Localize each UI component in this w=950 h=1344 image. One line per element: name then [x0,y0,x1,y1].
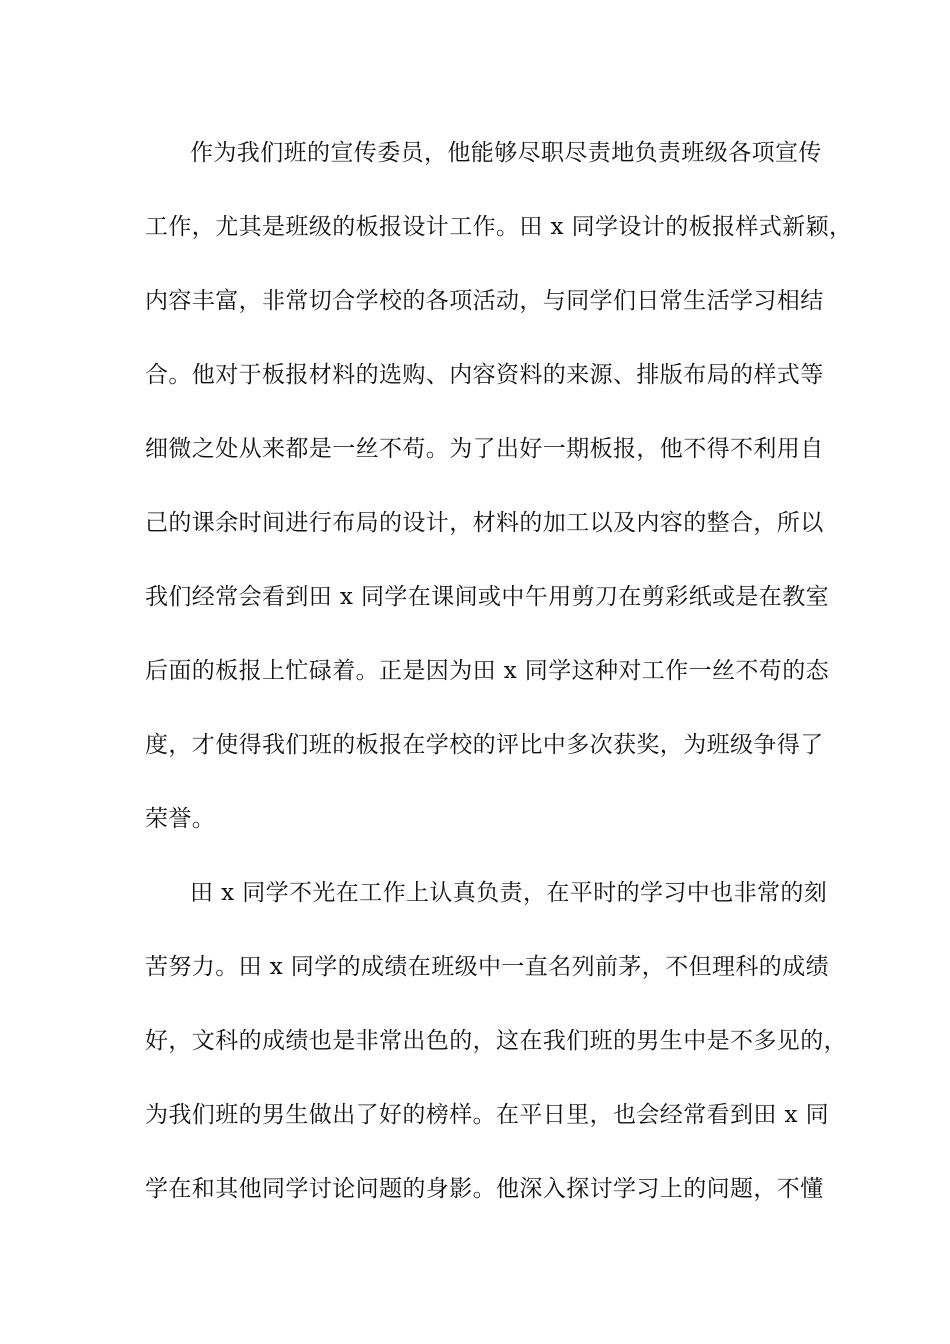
paragraph-1-line-8: 后面的板报上忙碌着。正是因为田 x 同学这种对工作一丝不苟的态 [145,658,829,684]
paragraph-1-line-5: 细微之处从来都是一丝不苟。为了出好一期板报，他不得不利用自 [145,436,824,462]
paragraph-2-line-4: 为我们班的男生做出了好的榜样。在平日里，也会经常看到田 x 同 [145,1102,829,1128]
paragraph-1-line-7: 我们经常会看到田 x 同学在课间或中午用剪刀在剪彩纸或是在教室 [145,584,829,610]
paragraph-1-line-1: 作为我们班的宣传委员，他能够尽职尽责地负责班级各项宣传 [190,140,822,166]
paragraph-2-line-2: 苦努力。田 x 同学的成绩在班级中一直名列前茅，不但理科的成绩 [145,954,829,980]
paragraph-1-line-2: 工作，尤其是班级的板报设计工作。田 x 同学设计的板报样式新颖， [145,214,853,240]
paragraph-2-line-3: 好，文科的成绩也是非常出色的，这在我们班的男生中是不多见的， [145,1028,847,1054]
paragraph-1-line-3: 内容丰富，非常切合学校的各项活动，与同学们日常生活学习相结 [145,288,824,314]
paragraph-1-line-10: 荣誉。 [145,806,216,832]
paragraph-2-line-5: 学在和其他同学讨论问题的身影。他深入探讨学习上的问题，不懂 [145,1176,824,1202]
paragraph-1-line-6: 己的课余时间进行布局的设计，材料的加工以及内容的整合，所以 [145,510,824,536]
paragraph-1-line-4: 合。他对于板报材料的选购、内容资料的来源、排版布局的样式等 [145,362,824,388]
paragraph-1-line-9: 度，才使得我们班的板报在学校的评比中多次获奖，为班级争得了 [145,732,824,758]
paragraph-2-line-1: 田 x 同学不光在工作上认真负责，在平时的学习中也非常的刻 [190,880,828,906]
